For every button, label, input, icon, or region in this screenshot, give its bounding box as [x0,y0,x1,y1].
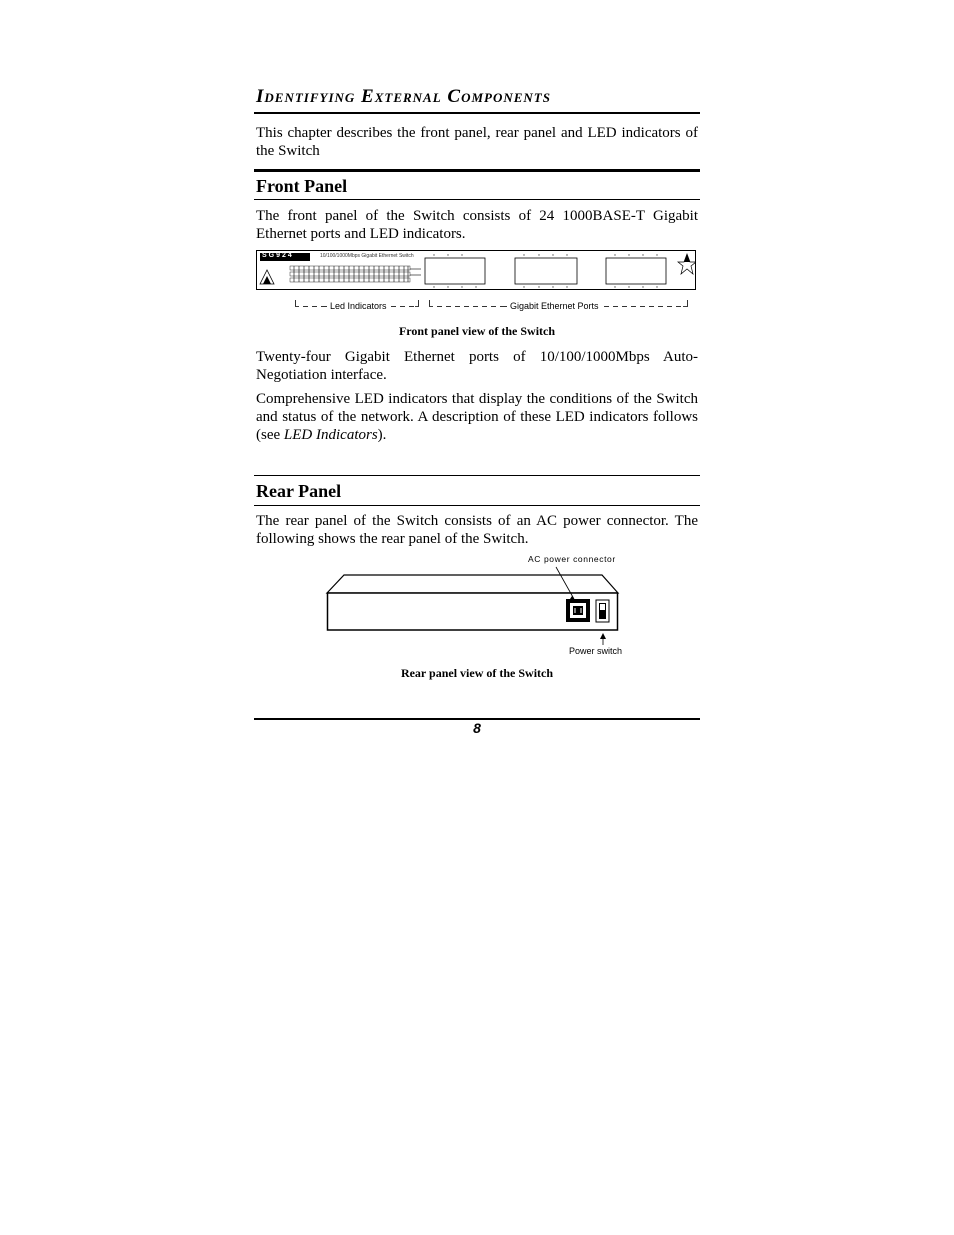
chapter-title-rule [254,112,700,114]
rear-panel-description: The rear panel of the Switch consists of an AC power connector. The following shows the rear panel of the Switch. [256,513,698,547]
power-switch-icon [596,600,609,622]
rear-panel-drawing [320,553,630,659]
front-panel-heading: Front Panel [256,176,348,196]
ac-connector-icon [566,599,590,622]
power-switch-label: Power switch [569,646,623,656]
rear-panel-caption: Rear panel view of the Switch [400,666,554,680]
ac-power-connector-label: AC power connector [528,554,616,564]
front-panel-ports-paragraph: Twenty-four Gigabit Ethernet ports of 10/100/1000Mbps Auto-Negotiation interface. [256,349,698,383]
front-panel-leds-paragraph [256,390,698,444]
leds-paragraph-text: Comprehensive LED indicators that display the conditions of the Switch and status of the network. A description of these LED indicators follows (see [256,391,698,443]
chapter-title: Identifying External Components [256,86,551,107]
front-panel-description: The front panel of the Switch consists of 24 1000BASE-T Gigabit Ethernet ports and LED indicators. [256,208,698,242]
model-badge-label: SG924 [262,252,294,259]
rear-panel-heading: Rear Panel [256,481,342,501]
front-panel-figure [256,250,696,290]
chapter-intro: This chapter describes the front panel, rear panel and LED indicators of the Switch [256,125,698,159]
leds-paragraph-end: ). [377,427,387,443]
gigabit-ports-label: Gigabit Ethernet Ports [510,301,599,311]
led-indicators-reference: LED Indicators [283,427,378,443]
rear-panel-top-rule [254,475,700,476]
rear-panel-bottom-rule [254,505,700,506]
front-panel-bottom-rule [254,199,700,200]
page-number: 8 [473,720,481,736]
front-panel-top-rule [254,169,700,172]
rear-panel-figure [320,553,630,659]
front-panel-annotations [295,298,695,314]
front-panel-caption: Front panel view of the Switch [398,324,556,338]
led-indicators-label: Led Indicators [330,301,387,311]
switch-name-label: 10/100/1000Mbps Gigabit Ethernet Switch [320,253,414,259]
